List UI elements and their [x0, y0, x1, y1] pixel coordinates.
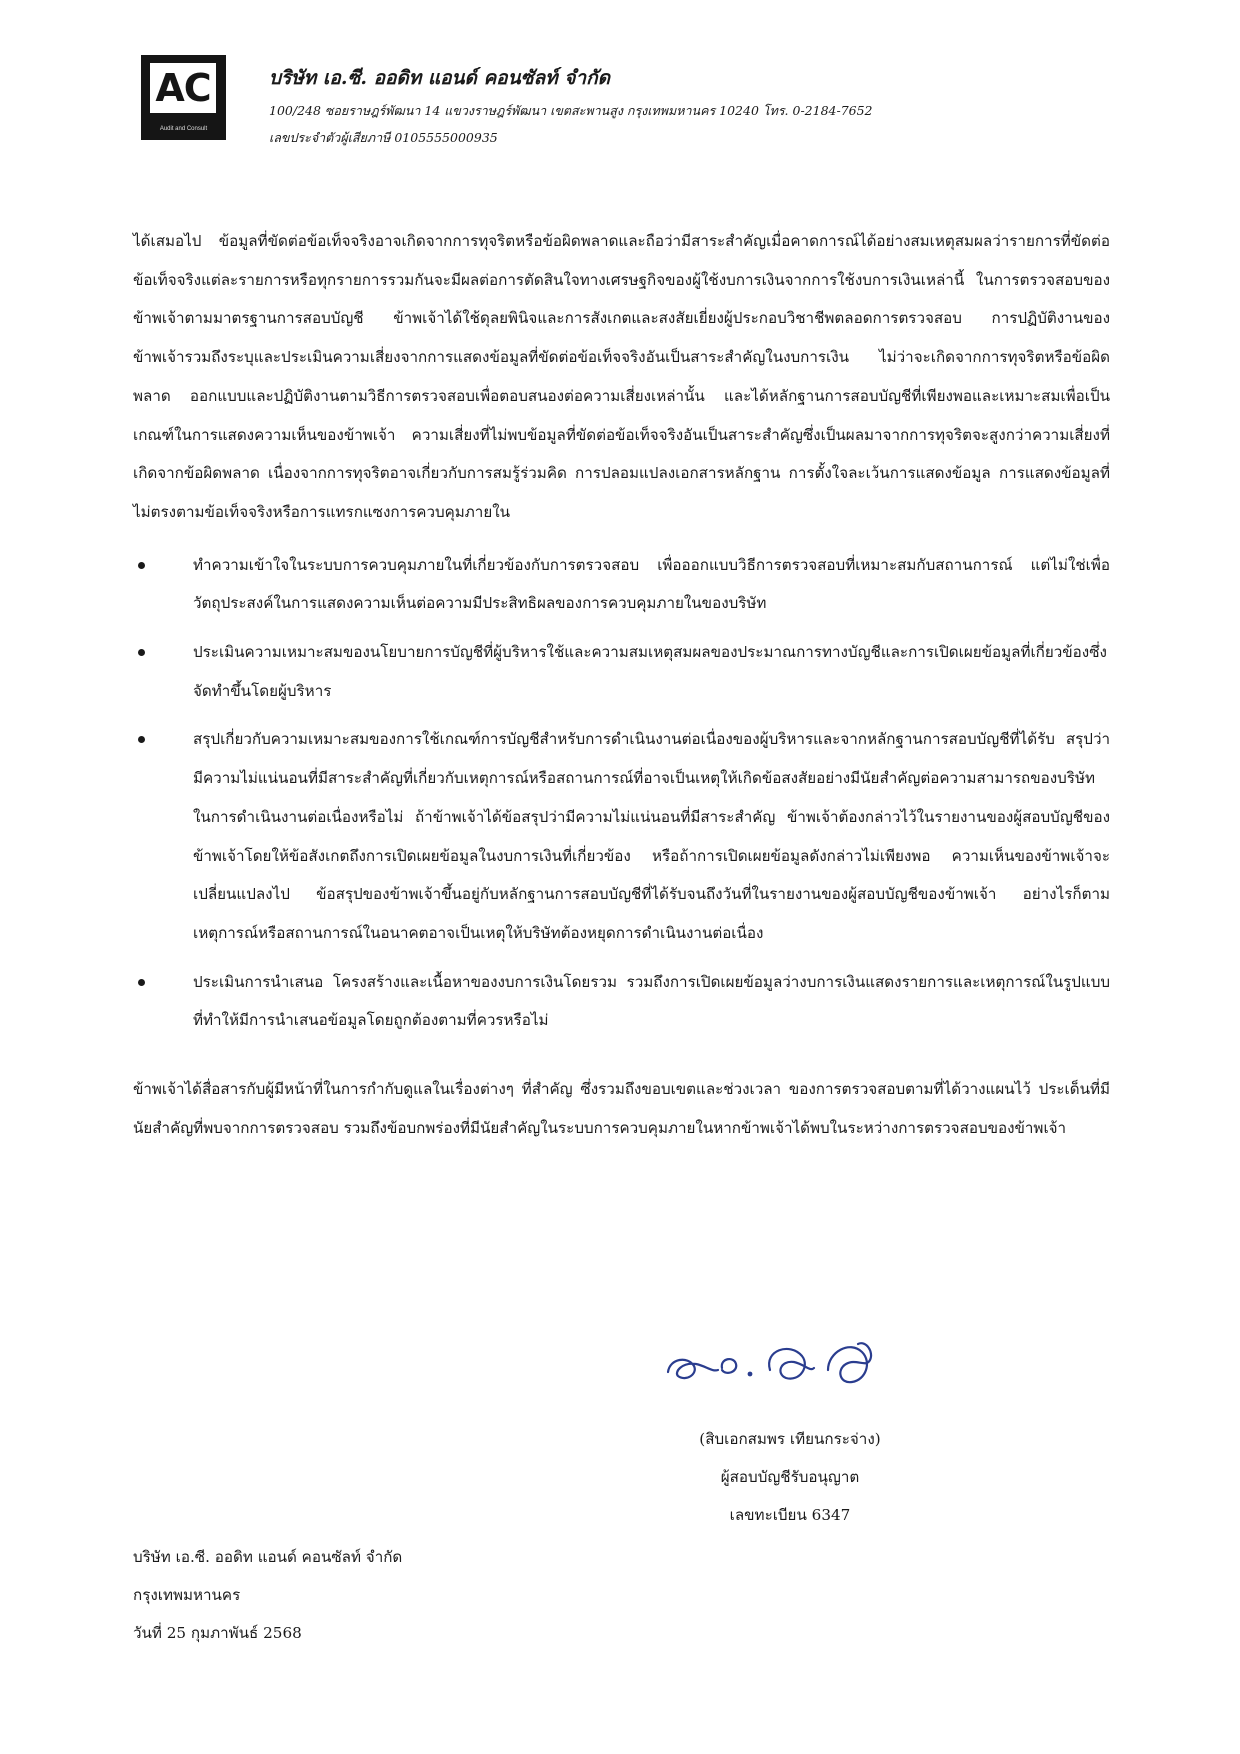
- list-item: [133, 633, 1110, 710]
- signatory-title: ผู้สอบบัญชีรับอนุญาต: [720, 1468, 860, 1486]
- list-item: [133, 720, 1110, 952]
- footer-company: บริษัท เอ.ซี. ออดิท แอนด์ คอนซัลท์ จำกัด: [133, 1548, 403, 1566]
- handwritten-signature: [660, 1330, 960, 1400]
- list-item: [133, 963, 1110, 1040]
- signatory-block: [620, 1420, 960, 1534]
- bullet-icon: [138, 979, 145, 986]
- report-body: [133, 222, 1110, 1147]
- signatory-name: (สิบเอกสมพร เทียนกระจ่าง): [699, 1430, 881, 1448]
- company-logo: [141, 55, 226, 140]
- closing-paragraph: ข้าพเจ้าได้สื่อสารกับผู้มีหน้าที่ในการกำกับดูแลในเรื่องต่างๆ ที่สำคัญ ซึ่งรวมถึงขอบเขตและช่วงเวลา ของการตรวจสอบตามที่ได้วางแผนไว้ ประเด็นที่มีนัยสำคัญที่พบจากการตรวจสอบ รวมถึงข้อบกพร่องที่มีนัยสำคัญในระบบการควบคุมภายในหากข้าพเจ้าได้พบในระหว่างการตรวจสอบของข้าพเจ้า: [133, 1080, 1110, 1137]
- bullet-icon: [138, 562, 145, 569]
- procedure-list: [133, 546, 1110, 1040]
- list-item-text: ทำความเข้าใจในระบบการควบคุมภายในที่เกี่ยวข้องกับการตรวจสอบ เพื่อออกแบบวิธีการตรวจสอบที่เหมาะสมกับสถานการณ์ แต่ไม่ใช่เพื่อวัตถุประสงค์ในการแสดงความเห็นต่อความมีประสิทธิผลของการควบคุมภายในของบริษัท: [193, 555, 1110, 613]
- company-name: บริษัท เอ.ซี. ออดิท แอนด์ คอนซัลท์ จำกัด: [269, 67, 610, 89]
- tax-id: เลขประจำตัวผู้เสียภาษี 0105555000935: [269, 130, 498, 145]
- list-item-text: ประเมินความเหมาะสมของนโยบายการบัญชีที่ผู้บริหารใช้และความสมเหตุสมผลของประมาณการทางบัญชีและการเปิดเผยข้อมูลที่เกี่ยวข้องซึ่งจัดทำขึ้นโดยผู้บริหาร: [193, 643, 1107, 700]
- bullet-icon: [138, 736, 145, 743]
- logo-tagline: Audit and Consult: [159, 126, 208, 132]
- list-item: [133, 546, 1110, 623]
- signatory-registration: เลขทะเบียน 6347: [729, 1506, 851, 1524]
- logo-text: AC: [150, 63, 216, 113]
- bullet-icon: [138, 649, 145, 656]
- letterhead: [141, 55, 1141, 165]
- footer-city: กรุงเทพมหานคร: [133, 1586, 241, 1604]
- company-address: 100/248 ซอยราษฎร์พัฒนา 14 แขวงราษฎร์พัฒนา เขตสะพานสูง กรุงเทพมหานคร 10240 โทร. 0-2184-7652: [269, 103, 873, 118]
- list-item-text: ประเมินการนำเสนอ โครงสร้างและเนื้อหาของงบการเงินโดยรวม รวมถึงการเปิดเผยข้อมูลว่างบการเงินแสดงรายการและเหตุการณ์ในรูปแบบที่ทำให้มีการนำเสนอข้อมูลโดยถูกต้องตามที่ควรหรือไม่: [193, 972, 1110, 1030]
- footer-date: วันที่ 25 กุมภาพันธ์ 2568: [133, 1624, 302, 1642]
- intro-paragraph: ได้เสมอไป ข้อมูลที่ขัดต่อข้อเท็จจริงอาจเกิดจากการทุจริตหรือข้อผิดพลาดและถือว่ามีสาระสำคัญเมื่อคาดการณ์ได้อย่างสมเหตุสมผลว่ารายการที่ขัดต่อข้อเท็จจริงแต่ละรายการหรือทุกรายการรวมกันจะมีผลต่อการตัดสินใจทางเศรษฐกิจของผู้ใช้งบการเงินจากการใช้งบการเงินเหล่านี้ ในการตรวจสอบของข้าพเจ้าตามมาตรฐานการสอบบัญชี ข้าพเจ้าได้ใช้ดุลยพินิจและการสังเกตและสงสัยเยี่ยงผู้ประกอบวิชาชีพตลอดการตรวจสอบ การปฏิบัติงานของข้าพเจ้ารวมถึงระบุและประเมินความเสี่ยงจากการแสดงข้อมูลที่ขัดต่อข้อเท็จจริงอันเป็นสาระสำคัญในงบการเงิน ไม่ว่าจะเกิดจากการทุจริตหรือข้อผิดพลาด ออกแบบและปฏิบัติงานตามวิธีการตรวจสอบเพื่อตอบสนองต่อความเสี่ยงเหล่านั้น และได้หลักฐานการสอบบัญชีที่เพียงพอและเหมาะสมเพื่อเป็นเกณฑ์ในการแสดงความเห็นของข้าพเจ้า ความเสี่ยงที่ไม่พบข้อมูลที่ขัดต่อข้อเท็จจริงอันเป็นสาระสำคัญซึ่งเป็นผลมาจากการทุจริตจะสูงกว่าความเสี่ยงที่เกิดจากข้อผิดพลาด เนื่องจากการทุจริตอาจเกี่ยวกับการสมรู้ร่วมคิด การปลอมแปลงเอกสารหลักฐาน การตั้งใจละเว้นการแสดงข้อมูล การแสดงข้อมูลที่ไม่ตรงตามข้อเท็จจริงหรือการแทรกแซงการควบคุมภายใน: [133, 232, 1110, 521]
- list-item-text: สรุปเกี่ยวกับความเหมาะสมของการใช้เกณฑ์การบัญชีสำหรับการดำเนินงานต่อเนื่องของผู้บริหารและจากหลักฐานการสอบบัญชีที่ได้รับ สรุปว่ามีความไม่แน่นอนที่มีสาระสำคัญที่เกี่ยวกับเหตุการณ์หรือสถานการณ์ที่อาจเป็นเหตุให้เกิดข้อสงสัยอย่างมีนัยสำคัญต่อความสามารถของบริษัทในการดำเนินงานต่อเนื่องหรือไม่ ถ้าข้าพเจ้าได้ข้อสรุปว่ามีความไม่แน่นอนที่มีสาระสำคัญ ข้าพเจ้าต้องกล่าวไว้ในรายงานของผู้สอบบัญชีของข้าพเจ้าโดยให้ข้อสังเกตถึงการเปิดเผยข้อมูลในงบการเงินที่เกี่ยวข้อง หรือถ้าการเปิดเผยข้อมูลดังกล่าวไม่เพียงพอ ความเห็นของข้าพเจ้าจะเปลี่ยนแปลงไป ข้อสรุปของข้าพเจ้าขึ้นอยู่กับหลักฐานการสอบบัญชีที่ได้รับจนถึงวันที่ในรายงานของผู้สอบบัญชีของข้าพเจ้า อย่างไรก็ตาม เหตุการณ์หรือสถานการณ์ในอนาคตอาจเป็นเหตุให้บริษัทต้องหยุดการดำเนินงานต่อเนื่อง: [193, 730, 1110, 942]
- report-footer: [133, 1538, 402, 1652]
